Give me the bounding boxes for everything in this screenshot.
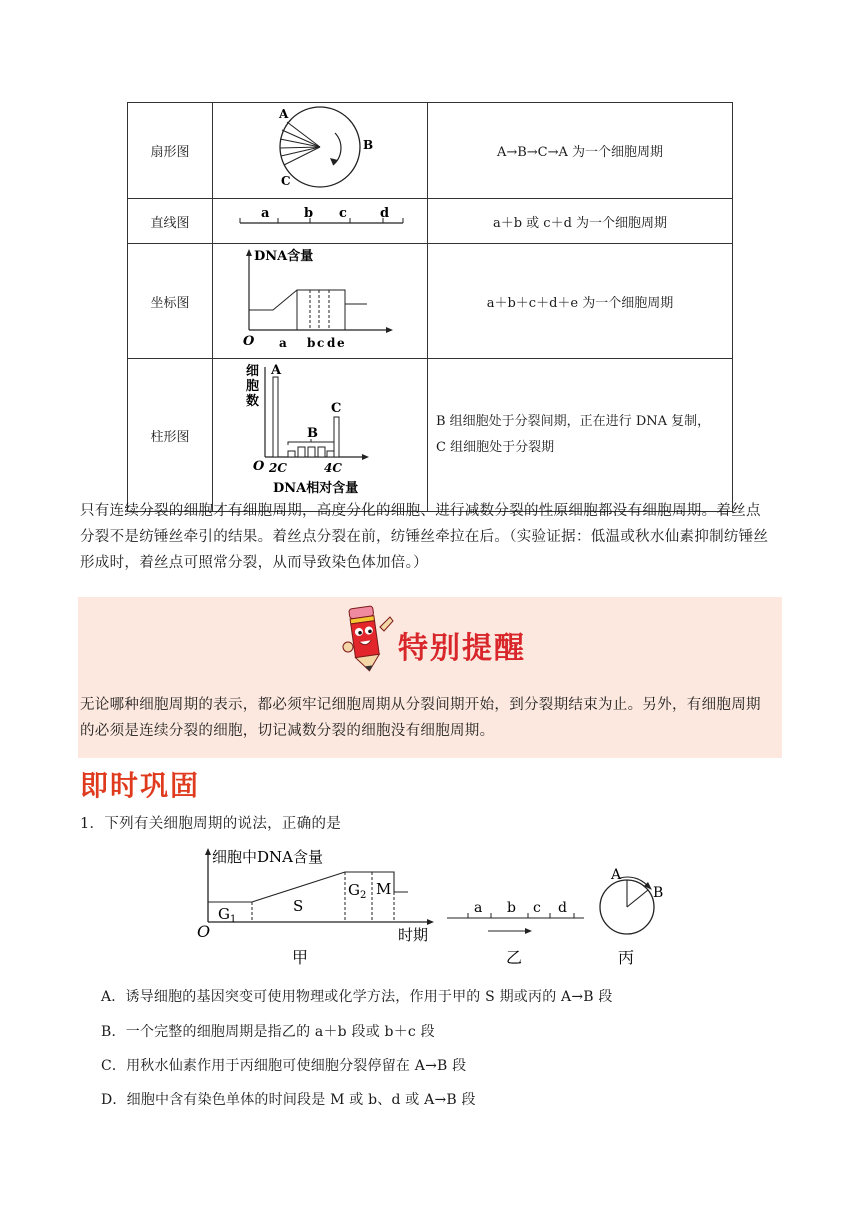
row-desc: a＋b 或 c＋d 为一个细胞周期	[428, 199, 733, 244]
jia-x-label: 时期	[398, 926, 429, 944]
table-row	[128, 359, 733, 512]
paragraph-line: 形成时，着丝点可照常分裂，从而导致染色体加倍。）	[80, 555, 428, 571]
table-row	[128, 103, 733, 199]
y-label-char: 胞	[246, 379, 260, 394]
yi-label-b: b	[507, 900, 516, 916]
line-figure-cell	[213, 199, 428, 244]
bar-figure-cell	[213, 359, 428, 512]
option-d[interactable]: D．细胞中含有染色单体的时间段是 M 或 b、d 或 A→B 段	[101, 1092, 476, 1108]
bing-caption: 丙	[618, 948, 635, 967]
tip-line: 无论哪种细胞周期的表示，都必须牢记细胞周期从分裂间期开始，到分裂期结束为止。另外，有细胞周期	[80, 697, 761, 713]
section-title: 即时巩固	[80, 769, 201, 802]
tick-2C: 2C	[269, 461, 287, 475]
tip-title: 特别提醒	[398, 631, 526, 666]
option-b[interactable]: B．一个完整的细胞周期是指乙的 a＋b 段或 b＋c 段	[101, 1024, 435, 1040]
option-c[interactable]: C．用秋水仙素作用于丙细胞可使细胞分裂停留在 A→B 段	[101, 1058, 467, 1074]
explanation-paragraph	[80, 498, 780, 576]
row-name: 直线图	[128, 199, 213, 244]
label-e: e	[337, 336, 345, 350]
pie-cycle-diagram	[213, 103, 427, 194]
label-c: c	[317, 336, 325, 350]
yi-caption: 乙	[506, 948, 523, 967]
jia-caption: 甲	[292, 948, 309, 967]
table-row	[128, 244, 733, 359]
row-name: 扇形图	[128, 103, 213, 199]
label-a: a	[279, 336, 287, 350]
jia-g2-label: $G_2$	[348, 881, 367, 901]
jia-g1-label: $G_1$	[218, 905, 237, 925]
label-A: A	[279, 107, 289, 121]
bing-label-A: A	[611, 867, 622, 883]
option-a[interactable]: A．诱导细胞的基因突变可使用物理或化学方法，作用于甲的 S 期或丙的 A→B 段	[101, 989, 613, 1005]
label-C: C	[281, 174, 291, 188]
tick-4C: 4C	[324, 461, 342, 475]
table-row	[128, 199, 733, 244]
y-label-char: 数	[246, 394, 260, 409]
row-desc	[428, 359, 733, 512]
tip-line: 的必须是连续分裂的细胞，切记减数分裂的细胞没有细胞周期。	[80, 723, 495, 739]
row-name: 坐标图	[128, 244, 213, 359]
label-b: b	[307, 336, 316, 350]
bing-label-B: B	[653, 885, 664, 901]
question-stem: 1．下列有关细胞周期的说法，正确的是	[80, 816, 342, 832]
pencil-mascot-icon	[336, 603, 398, 675]
yi-label-d: d	[558, 900, 567, 916]
bar-label-A: A	[271, 363, 282, 378]
tip-text	[80, 692, 780, 744]
row-name: 柱形图	[128, 359, 213, 512]
paragraph-line: 只有连续分裂的细胞才有细胞周期，高度分化的细胞、进行减数分裂的性原细胞都没有细胞周期。着丝点	[80, 503, 761, 519]
jia-origin-label: O	[197, 922, 211, 941]
label-c: c	[339, 206, 347, 221]
label-B: B	[363, 138, 374, 152]
y-axis-label: DNA含量	[254, 249, 314, 264]
bar-label-B: B	[307, 426, 318, 441]
row-desc-line: C 组细胞处于分裂期	[436, 440, 555, 455]
row-desc-line: B 组细胞处于分裂间期，正在进行 DNA 复制，	[436, 414, 711, 429]
label-d: d	[380, 206, 390, 221]
cell-cycle-table	[127, 102, 733, 512]
label-d: d	[327, 336, 336, 350]
question-figure	[190, 840, 690, 970]
label-b: b	[304, 206, 314, 221]
label-a: a	[261, 206, 270, 221]
bar-cycle-diagram	[213, 359, 427, 507]
axis-cycle-diagram	[213, 244, 427, 354]
jia-y-label: 细胞中DNA含量	[212, 848, 323, 866]
row-desc: A→B→C→A 为一个细胞周期	[428, 103, 733, 199]
row-desc: a＋b＋c＋d＋e 为一个细胞周期	[428, 244, 733, 359]
x-axis-label: DNA相对含量	[273, 481, 359, 496]
line-cycle-diagram	[213, 199, 427, 239]
jia-m-label: M	[376, 880, 392, 898]
origin-label: O	[253, 459, 265, 474]
pie-figure-cell	[213, 103, 428, 199]
yi-label-c: c	[533, 900, 541, 916]
y-label-char: 细	[246, 364, 260, 379]
yi-label-a: a	[474, 900, 483, 916]
axis-figure-cell	[213, 244, 428, 359]
bar-label-C: C	[331, 401, 342, 416]
paragraph-line: 分裂不是纺锤丝牵引的结果。着丝点分裂在前，纺锤丝牵拉在后。（实验证据：低温或秋水仙素抑制纺锤丝	[80, 529, 769, 545]
jia-s-label: S	[293, 897, 304, 915]
origin-label: O	[243, 334, 255, 349]
